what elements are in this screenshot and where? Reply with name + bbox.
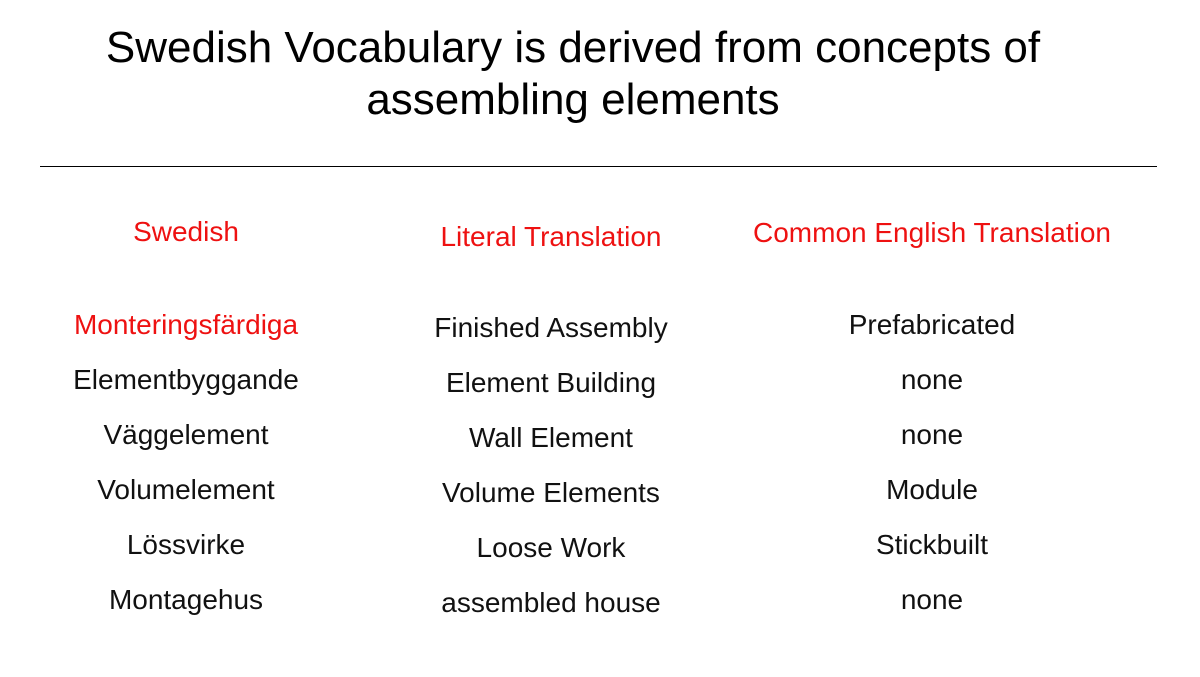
slide-title	[0, 22, 1146, 126]
literal-translation: Finished Assembly	[434, 312, 668, 343]
english-translation: Stickbuilt	[875, 529, 989, 560]
english-translation: none	[900, 584, 964, 615]
column-header-literal-translation: Literal Translation	[440, 221, 662, 252]
column-header-common-english-translation: Common English Translation	[753, 217, 1111, 248]
english-translation: Module	[886, 474, 978, 505]
swedish-term: Volumelement	[97, 474, 275, 505]
literal-translation: assembled house	[441, 587, 661, 618]
column-header-swedish: Swedish	[133, 216, 239, 247]
slide-title-line-1: Swedish Vocabulary is derived from concepts of	[105, 23, 1041, 72]
english-translation: none	[900, 419, 964, 450]
swedish-term: Lössvirke	[126, 529, 246, 560]
literal-translation: Volume Elements	[442, 477, 660, 508]
literal-translation: Wall Element	[469, 422, 633, 453]
swedish-term: Väggelement	[103, 419, 269, 450]
swedish-term: Monteringsfärdiga	[73, 309, 299, 340]
literal-translation: Loose Work	[476, 532, 626, 563]
english-translation: Prefabricated	[848, 309, 1016, 340]
slide-title-line-2: assembling elements	[366, 75, 780, 124]
swedish-term: Montagehus	[108, 584, 264, 615]
title-divider	[40, 166, 1157, 167]
literal-translation: Element Building	[445, 367, 657, 398]
english-translation: none	[900, 364, 964, 395]
swedish-term: Elementbyggande	[73, 364, 299, 395]
